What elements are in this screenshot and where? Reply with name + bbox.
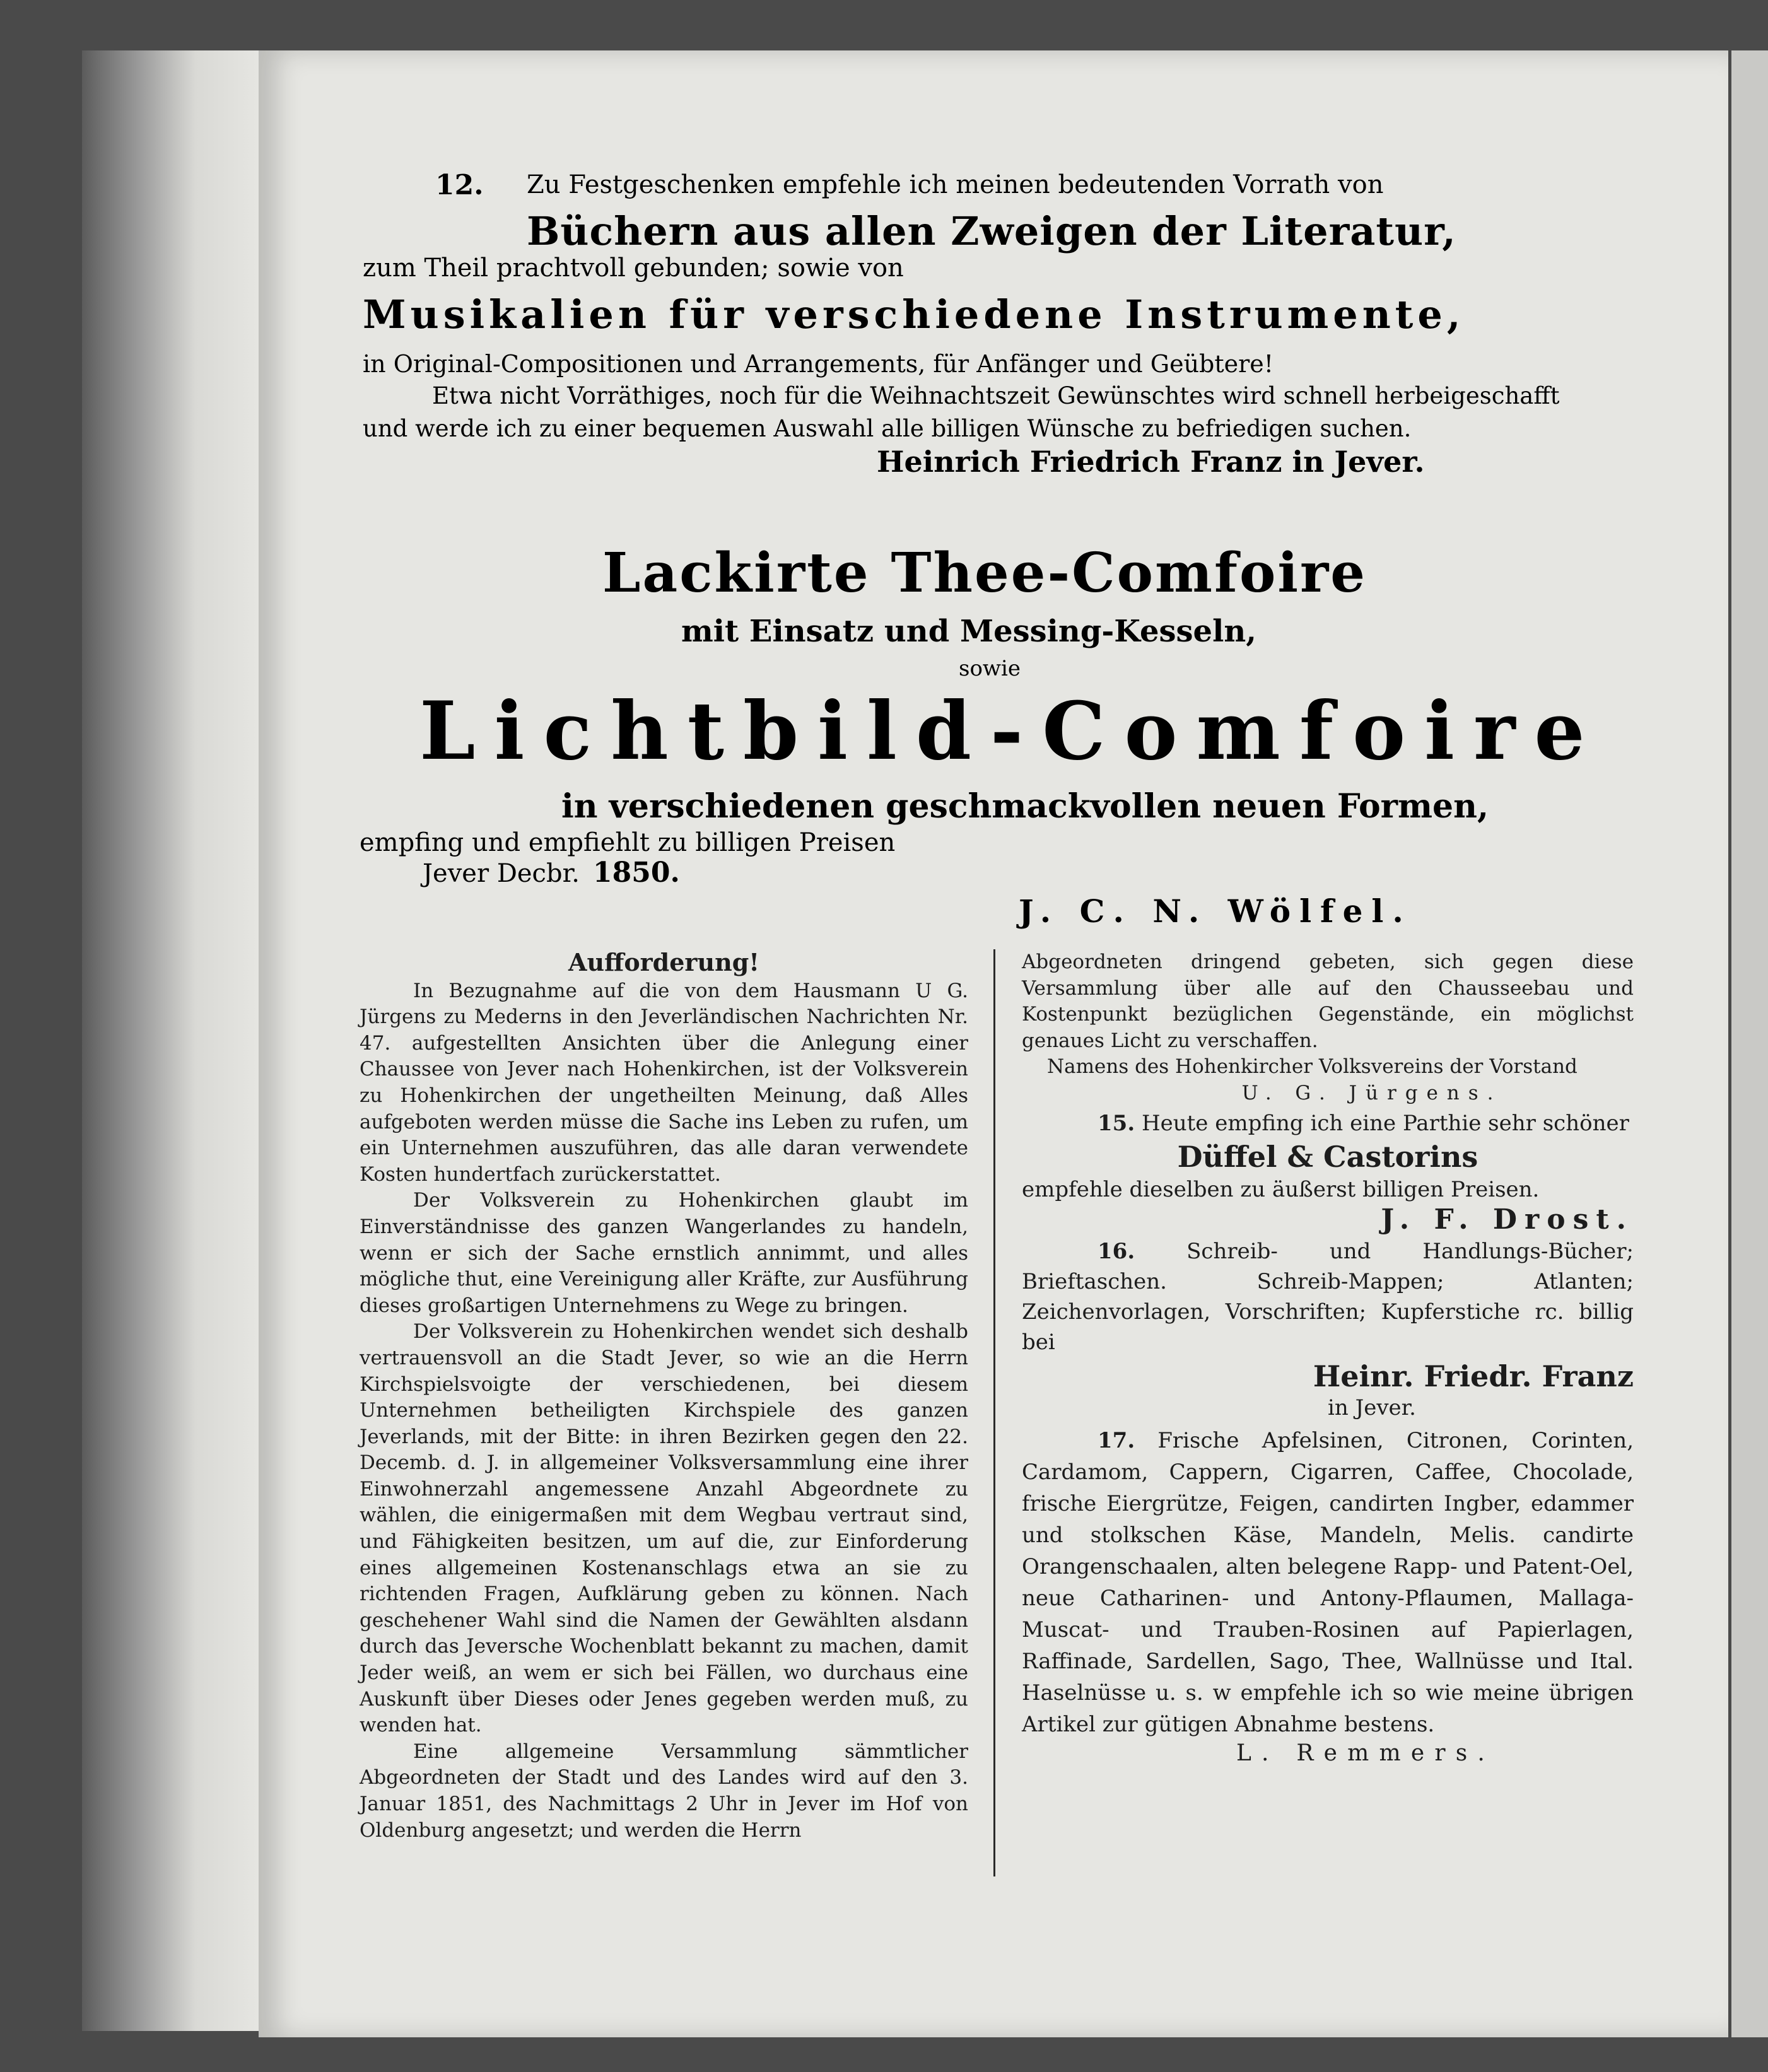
ad-text-line: in Original-Compositionen und Arrangements, für Anfänger und Geübtere! bbox=[363, 350, 1274, 378]
ad-signature: Heinrich Friedrich Franz in Jever. bbox=[877, 445, 1425, 479]
ad-text: Frische Apfelsinen, Citronen, Corinten, Cardamom, Cappern, Cigarren, Caffee, Chocolade, frische Eiergrütze, Feigen, candirten Ingber, edammer und stolkschen Käse, Mandeln, Melis. candirte Orangenschaalen, alten belegene Rapp- und Patent-Oel, neue Catharinen- und Antony-Pflaumen, Mallaga- Muscat- und Trauben-Rosinen auf Papierlagen, Raffinade, Sardellen, Sago, Thee, Wallnüsse und Ital. Haselnüsse u. s. w empfehle ich so wie meine übrigen Artikel zur gütigen Abnahme bestens. bbox=[1022, 1428, 1634, 1738]
ad-product: Düffel & Castorins bbox=[1177, 1140, 1478, 1174]
ad-text-line: zum Theil prachtvoll gebunden; sowie von bbox=[363, 254, 904, 283]
ad-text-line: empfehle dieselben zu äußerst billigen Preisen. bbox=[1022, 1177, 1540, 1203]
ad-number: 17. bbox=[1098, 1428, 1135, 1454]
ad-signature: Heinr. Friedr. Franz bbox=[1313, 1359, 1634, 1393]
left-column bbox=[360, 949, 968, 1844]
ad-text-line: und werde ich zu einer bequemen Auswahl alle billigen Wünsche zu befriedigen suchen. bbox=[363, 415, 1412, 442]
notice-title: Aufforderung! bbox=[568, 948, 759, 976]
ad-text-line: Zu Festgeschenken empfehle ich meinen bedeutenden Vorrath von bbox=[527, 170, 1384, 199]
ad-text: Schreib- und Handlungs-Bücher; Brieftaschen. Schreib-Mappen; Atlanten; Zeichenvorlagen, Vorschriften; Kupferstiche rc. billig bei bbox=[1022, 1238, 1634, 1355]
advertisement-15 bbox=[1022, 1111, 1634, 1236]
ad-number: 12. bbox=[435, 169, 484, 201]
ad-headline: Lackirte Thee-Comfoire bbox=[602, 541, 1367, 605]
next-page-edge bbox=[1731, 50, 1768, 2037]
ad-number: 16. bbox=[1098, 1238, 1135, 1264]
ad-signature: L. Remmers. bbox=[1236, 1740, 1496, 1767]
ad-headline: Lichtbild-Comfoire bbox=[419, 684, 1604, 778]
book-page-edges bbox=[82, 50, 271, 2031]
notice-signoff: Namens des Hohenkircher Volksvereins der Vorstand bbox=[1047, 1055, 1578, 1079]
notice-paragraph: In Bezugnahme auf die von dem Hausmann U G. Jürgens zu Mederns in den Jeverländischen Nachrichten Nr. 47. aufgestellten Ansichten über die Anlegung einer Chaussee von Jever nach Hohenkirchen, ist der Volksverein zu Hohenkirchen der ungetheilten Meinung, daß Alles aufgeboten werden müsse die Sache ins Leben zu rufen, um ein Unternehmen auszuführen, das alle daran verwendete Kosten hundertfach zurückerstattet. bbox=[360, 979, 968, 1186]
notice-signoff-name: U. G. Jürgens. bbox=[1241, 1081, 1502, 1104]
advertisement-17 bbox=[1022, 1425, 1634, 1767]
ad-subheadline: mit Einsatz und Messing-Kesseln, bbox=[681, 614, 1256, 649]
ad-signature: J. C. N. Wölfel. bbox=[1019, 893, 1412, 930]
ad-text-line: Heute empfing ich eine Parthie sehr schöner bbox=[1141, 1110, 1629, 1136]
ad-signature: J. F. Drost. bbox=[1381, 1203, 1634, 1236]
ad-text-line: sowie bbox=[959, 656, 1021, 681]
ad-text-line: empfing und empfiehlt zu billigen Preisen bbox=[360, 828, 896, 857]
notice-paragraph: Der Volksverein zu Hohenkirchen wendet sich deshalb vertrauensvoll an die Stadt Jever, so wie an die Herrn Kirchspielsvoigte der verschiedenen, bei diesem Unternehmen betheiligten Kirchspiele des ganzen Jeverlands, mit der Bitte: in ihren Bezirken gegen den 22. Decemb. d. J. in allgemeiner Volksversammlung eine ihrer Einwohnerzahl angemessene Anzahl Abgeordnete zu wählen, die einigermaßen mit dem Wegbau vertraut sind, und Fähigkeiten besitzen, um auf die, zur Einforderung eines allgemeinen Kostenanschlags etwa an sie zu richtenden Fragen, Aufklärung geben zu können. Nach geschehener Wahl sind die Namen der Gewählten alsdann durch das Jeversche Wochenblatt bekannt zu machen, damit Jeder weiß, an wem er sich bei Fällen, wo durchaus eine Auskunft über Dieses oder Jenes gegeben werden muß, zu wenden hat. bbox=[360, 1320, 968, 1737]
ad-number: 15. bbox=[1098, 1110, 1135, 1136]
ad-headline: Büchern aus allen Zweigen der Literatur, bbox=[527, 208, 1456, 254]
ad-text-line: Etwa nicht Vorräthiges, noch für die Weihnachtszeit Gewünschtes wird schnell herbeigeschafft bbox=[432, 382, 1560, 409]
ad-year: 1850. bbox=[593, 857, 680, 889]
ad-headline: Musikalien für verschiedene Instrumente, bbox=[363, 291, 1465, 337]
notice-paragraph: Eine allgemeine Versammlung sämmtlicher Abgeordneten der Stadt und des Landes wird auf den 3. Januar 1851, des Nachmittags 2 Uhr in Jever im Hof von Oldenburg angesetzt; und werden die Herrn bbox=[360, 1740, 968, 1842]
advertisement-16 bbox=[1022, 1236, 1634, 1422]
column-divider bbox=[993, 949, 995, 1876]
right-column bbox=[1022, 949, 1634, 1767]
notice-paragraph: Der Volksverein zu Hohenkirchen glaubt im Einverständnisse des ganzen Wangerlandes zu handeln, wenn er sich der Sache ernstlich annimmt, und alles mögliche thut, eine Vereinigung aller Kräfte, zur Ausführung dieses großartigen Unternehmens zu Wege zu bringen. bbox=[360, 1189, 968, 1317]
ad-place-date: Jever Decbr. bbox=[423, 859, 580, 888]
ad-subheadline: in verschiedenen geschmackvollen neuen Formen, bbox=[561, 787, 1489, 826]
notice-continuation: Abgeordneten dringend gebeten, sich gegen diese Versammlung über alle auf den Chausseebau und Kostenpunkt bezüglichen Gegenstände, ein möglichst genaues Licht zu verschaffen. bbox=[1022, 951, 1634, 1052]
ad-place: in Jever. bbox=[1328, 1395, 1416, 1420]
